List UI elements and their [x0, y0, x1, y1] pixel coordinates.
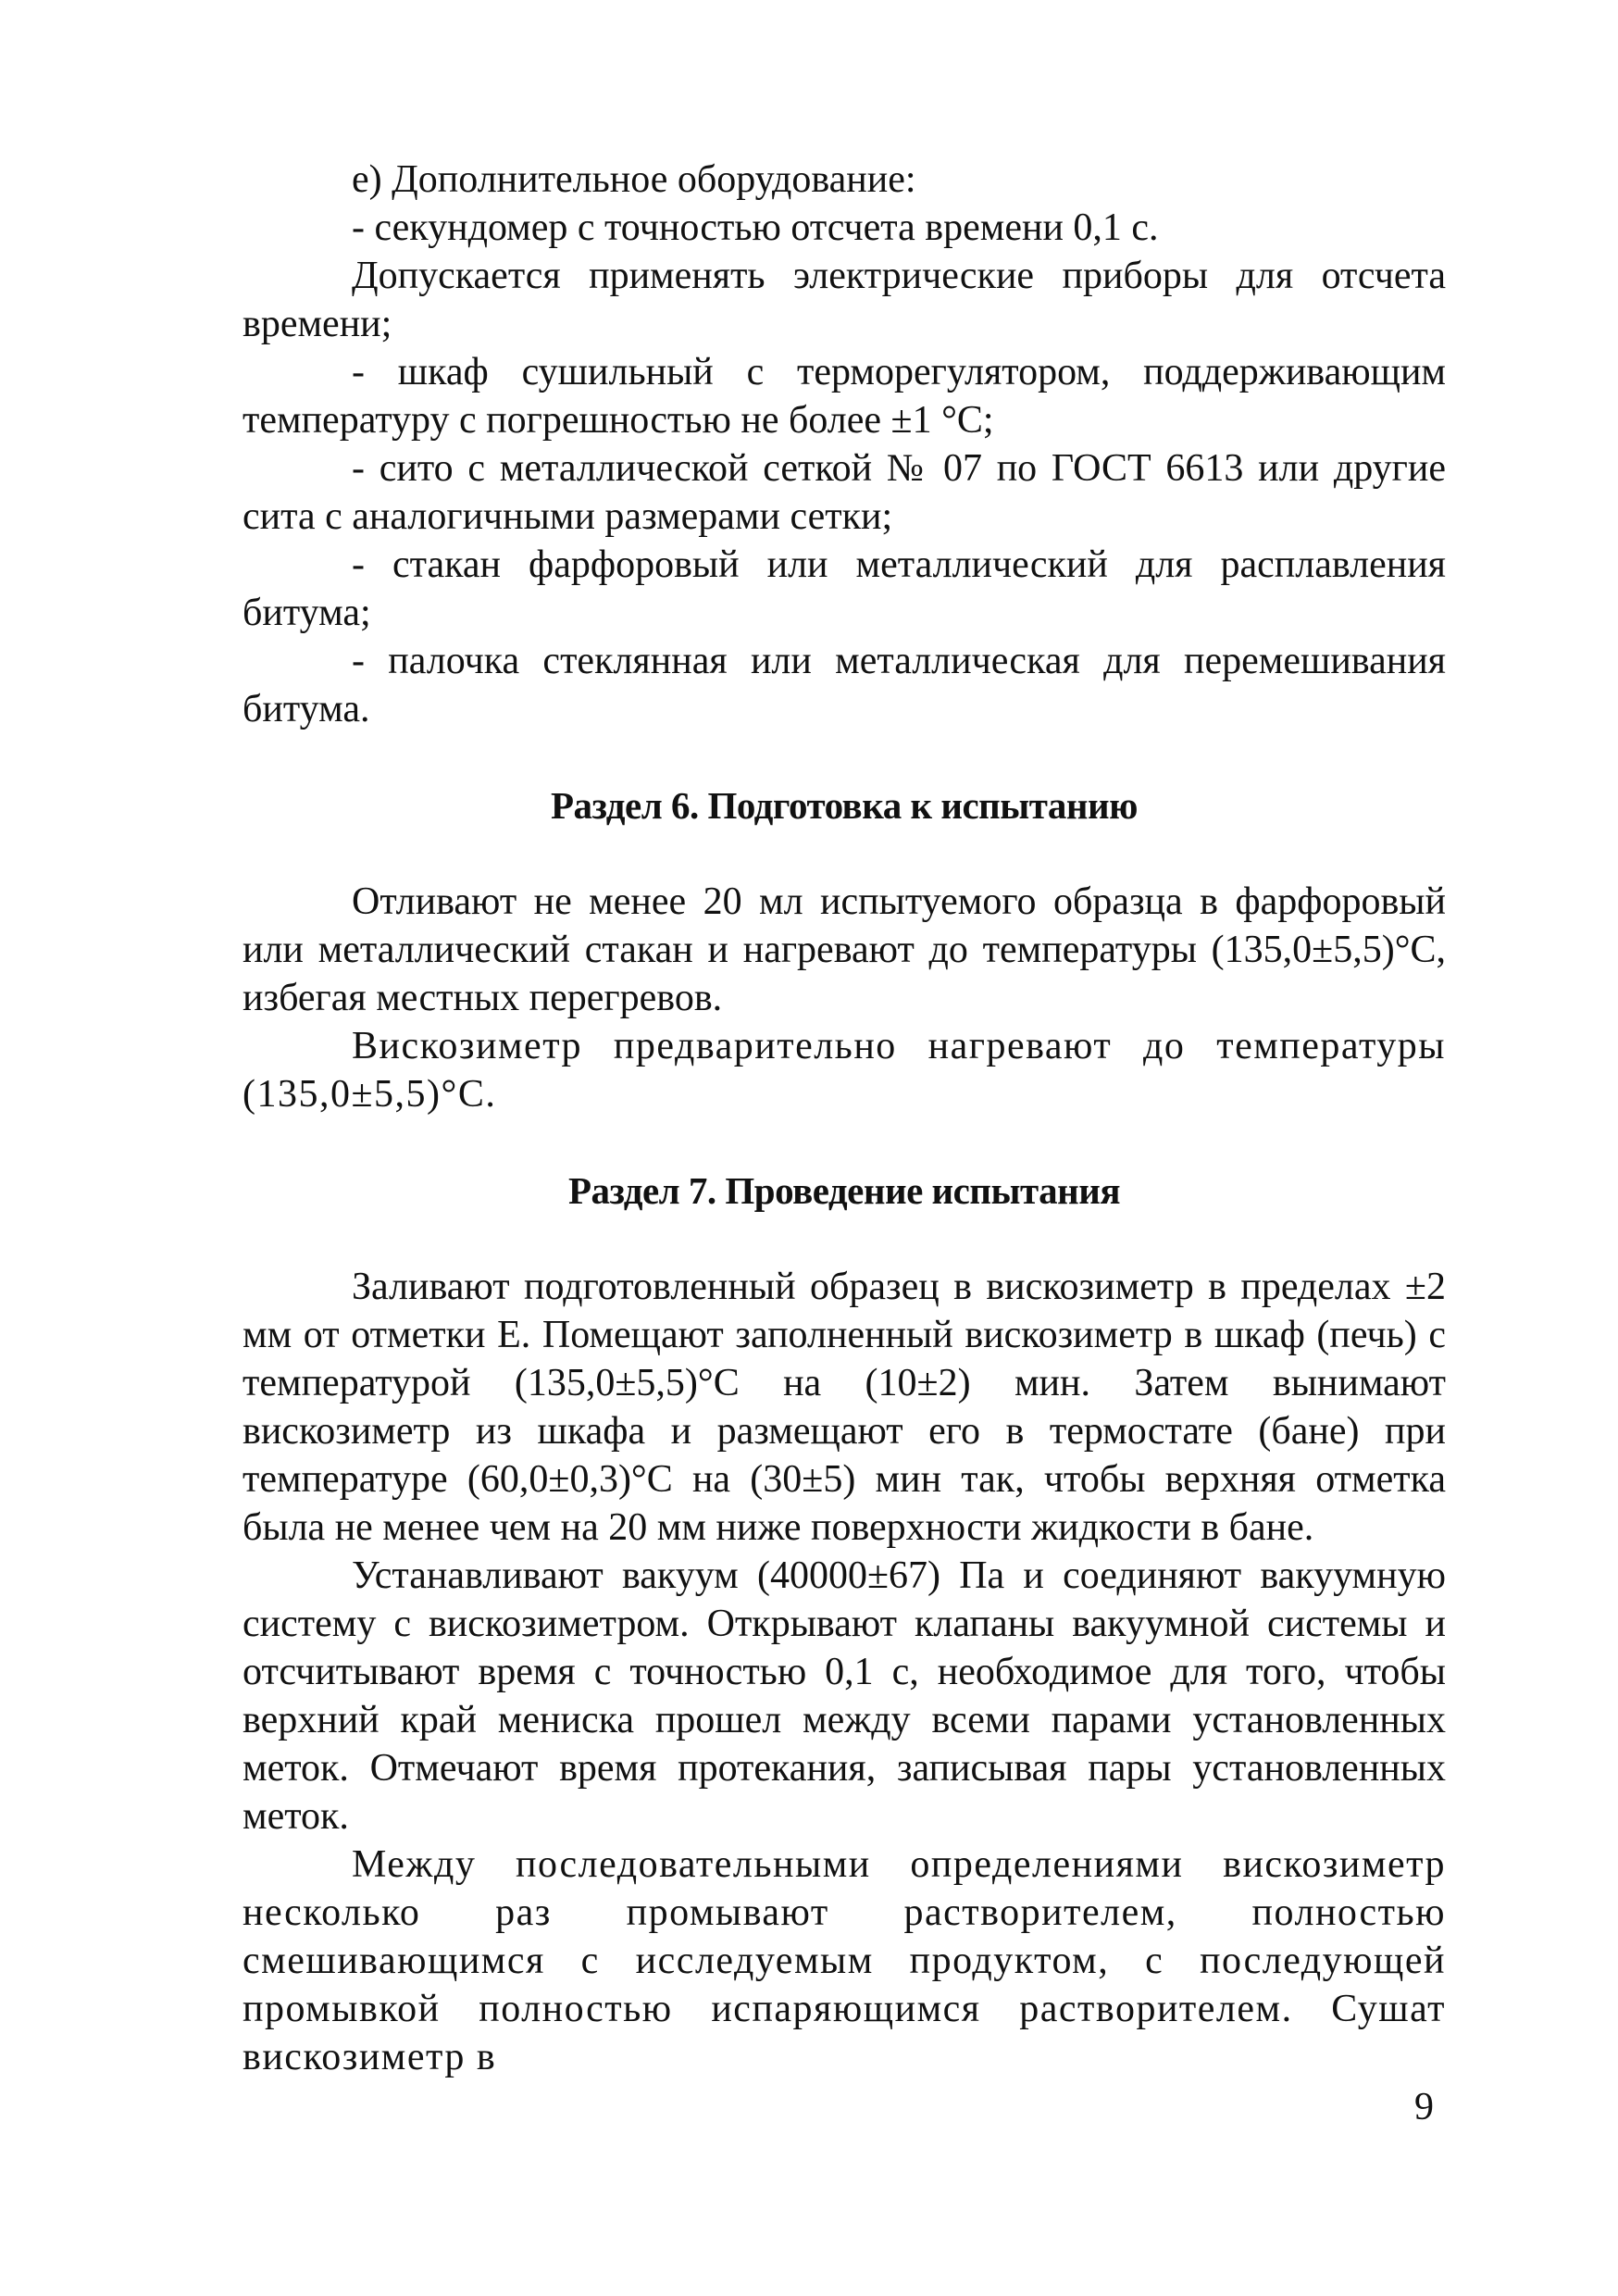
- page-number: 9: [1414, 2086, 1434, 2128]
- section-6-heading: Раздел 6. Подготовка к испытанию: [551, 784, 1138, 827]
- section-6-paragraph-1: Отливают не менее 20 мл испытуемого образца в фарфоровый или металлический стакан и нагревают до температуры (135,0±5,5)°С, избегая местных перегревов.: [243, 880, 1446, 1019]
- section-7-paragraph-2: Устанавливают вакуум (40000±67) Па и соединяют вакуумную систему с вискозиметром. Открывают клапаны вакуумной системы и отсчитывают время с точностью 0,1 с, необходимое для того, чтобы верхний край мениска прошел между всеми парами установленных меток. Отмечают время протекания, записывая пары установленных меток.: [243, 1554, 1446, 1838]
- item-drying-oven: - шкаф сушильный с терморегулятором, поддерживающим температуру с погрешностью не более ±1 °С;: [243, 351, 1446, 442]
- item-rod: - палочка стеклянная или металлическая для перемешивания битума.: [243, 640, 1446, 730]
- section-7-paragraph-3: Между последовательными определениями вискозиметр несколько раз промывают растворителем, полностью смешивающимся с исследуемым продуктом, с последующей промывкой полностью испаряющимся растворителем. Сушат вискозиметр в: [243, 1843, 1446, 2078]
- section-6-paragraph-2: Вискозиметр предварительно нагревают до температуры (135,0±5,5)°С.: [243, 1025, 1446, 1116]
- item-electric-devices: Допускается применять электрические приборы для отсчета времени;: [243, 255, 1446, 345]
- item-e-title: е) Дополнительное оборудование:: [352, 158, 916, 201]
- item-stopwatch: - секундомер с точностью отсчета времени 0,1 с.: [352, 206, 1159, 249]
- item-glass: - стакан фарфоровый или металлический для расплавления битума;: [243, 543, 1446, 634]
- item-sieve: - сито с металлической сеткой № 07 по ГОСТ 6613 или другие сита с аналогичными размерами сетки;: [243, 447, 1446, 538]
- section-7-paragraph-1: Заливают подготовленный образец в вискозиметр в пределах ±2 мм от отметки Е. Помещают заполненный вискозиметр в шкаф (печь) с температурой (135,0±5,5)°С на (10±2) мин. Затем вынимают вискозиметр из шкафа и размещают его в термостате (бане) при температуре (60,0±0,3)°С на (30±5) мин так, чтобы верхняя отметка была не менее чем на 20 мм ниже поверхности жидкости в бане.: [243, 1266, 1446, 1549]
- document-page: [243, 156, 1446, 2081]
- section-7-heading: Раздел 7. Проведение испытания: [567, 1169, 1121, 1212]
